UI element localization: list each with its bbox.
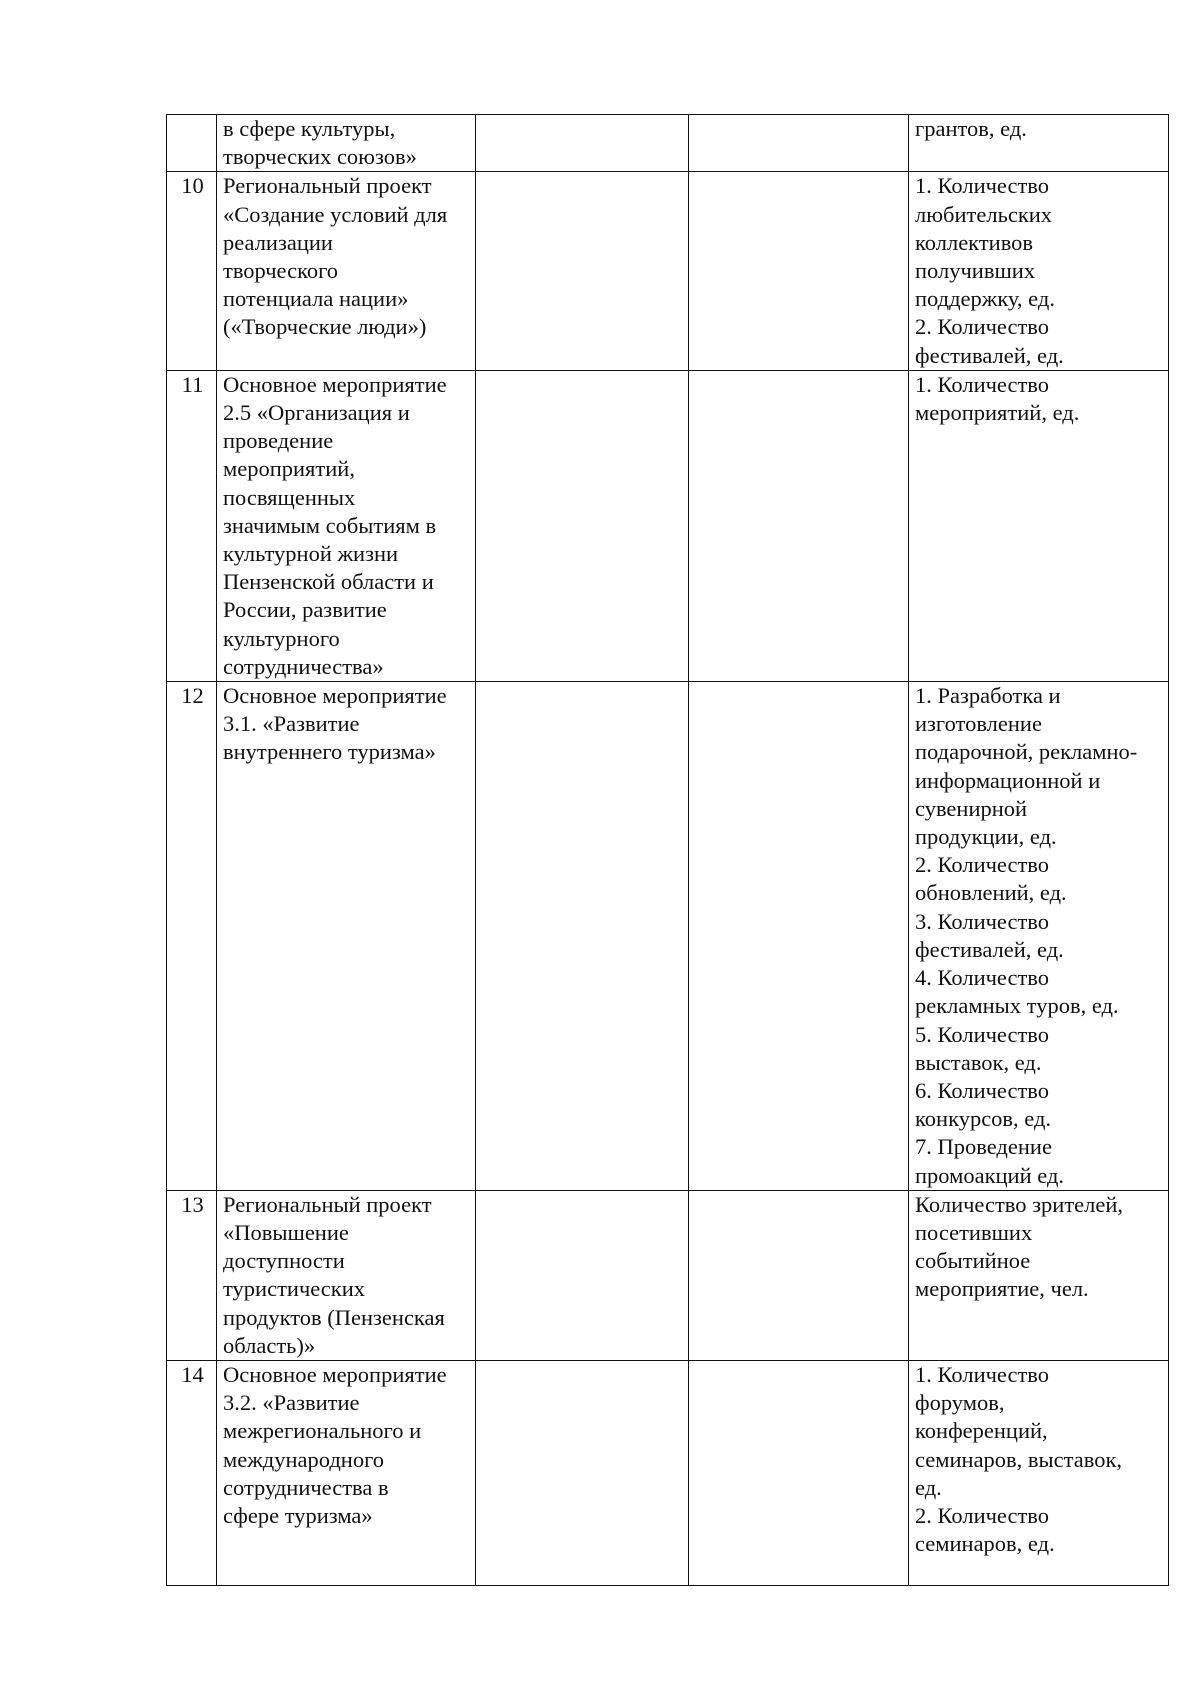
table-row bbox=[167, 115, 1169, 172]
indicators-cell: 1. Количество любительских коллективов получивших поддержку, ед. 2. Количество фестивалей, ед. bbox=[909, 172, 1169, 370]
empty-cell bbox=[476, 172, 689, 370]
empty-cell bbox=[476, 1190, 689, 1360]
empty-cell bbox=[689, 370, 909, 681]
table-row bbox=[167, 172, 1169, 370]
table-row bbox=[167, 1190, 1169, 1360]
table-row bbox=[167, 1360, 1169, 1585]
empty-cell bbox=[476, 115, 689, 172]
empty-cell bbox=[689, 1360, 909, 1585]
indicators-cell: Количество зрителей, посетивших событийное мероприятие, чел. bbox=[909, 1190, 1169, 1360]
indicators-cell: грантов, ед. bbox=[909, 115, 1169, 172]
row-number-cell: 10 bbox=[167, 172, 217, 370]
row-number-cell: 14 bbox=[167, 1360, 217, 1585]
empty-cell bbox=[689, 115, 909, 172]
empty-cell bbox=[476, 370, 689, 681]
table-row bbox=[167, 682, 1169, 1191]
empty-cell bbox=[476, 1360, 689, 1585]
table-row bbox=[167, 370, 1169, 681]
empty-cell bbox=[689, 1190, 909, 1360]
row-number-cell: 13 bbox=[167, 1190, 217, 1360]
empty-cell bbox=[476, 682, 689, 1191]
row-number-cell: 11 bbox=[167, 370, 217, 681]
activity-name-cell: Региональный проект «Создание условий для реализации творческого потенциала нации» («Творческие люди») bbox=[217, 172, 476, 370]
empty-cell bbox=[689, 682, 909, 1191]
row-number-cell bbox=[167, 115, 217, 172]
activity-name-cell: Региональный проект «Повышение доступности туристических продуктов (Пензенская область)» bbox=[217, 1190, 476, 1360]
activity-name-cell: Основное мероприятие 3.2. «Развитие межрегионального и международного сотрудничества в сфере туризма» bbox=[217, 1360, 476, 1585]
indicators-cell: 1. Количество форумов, конференций, семинаров, выставок, ед. 2. Количество семинаров, ед. bbox=[909, 1360, 1169, 1585]
program-indicators-table bbox=[166, 114, 1169, 1586]
indicators-cell: 1. Количество мероприятий, ед. bbox=[909, 370, 1169, 681]
empty-cell bbox=[689, 172, 909, 370]
row-number-cell: 12 bbox=[167, 682, 217, 1191]
activity-name-cell: Основное мероприятие 3.1. «Развитие внутреннего туризма» bbox=[217, 682, 476, 1191]
activity-name-cell: Основное мероприятие 2.5 «Организация и проведение мероприятий, посвященных значимым событиям в культурной жизни Пензенской области и России, развитие культурного сотрудничества» bbox=[217, 370, 476, 681]
activity-name-cell: в сфере культуры, творческих союзов» bbox=[217, 115, 476, 172]
indicators-cell: 1. Разработка и изготовление подарочной, рекламно- информационной и сувенирной продукции, ед. 2. Количество обновлений, ед. 3. Количество фестивалей, ед. 4. Количество рекламных туров, ед. 5. Количество выставок, ед. 6. Количество конкурсов, ед. 7. Проведение промоакций ед. bbox=[909, 682, 1169, 1191]
